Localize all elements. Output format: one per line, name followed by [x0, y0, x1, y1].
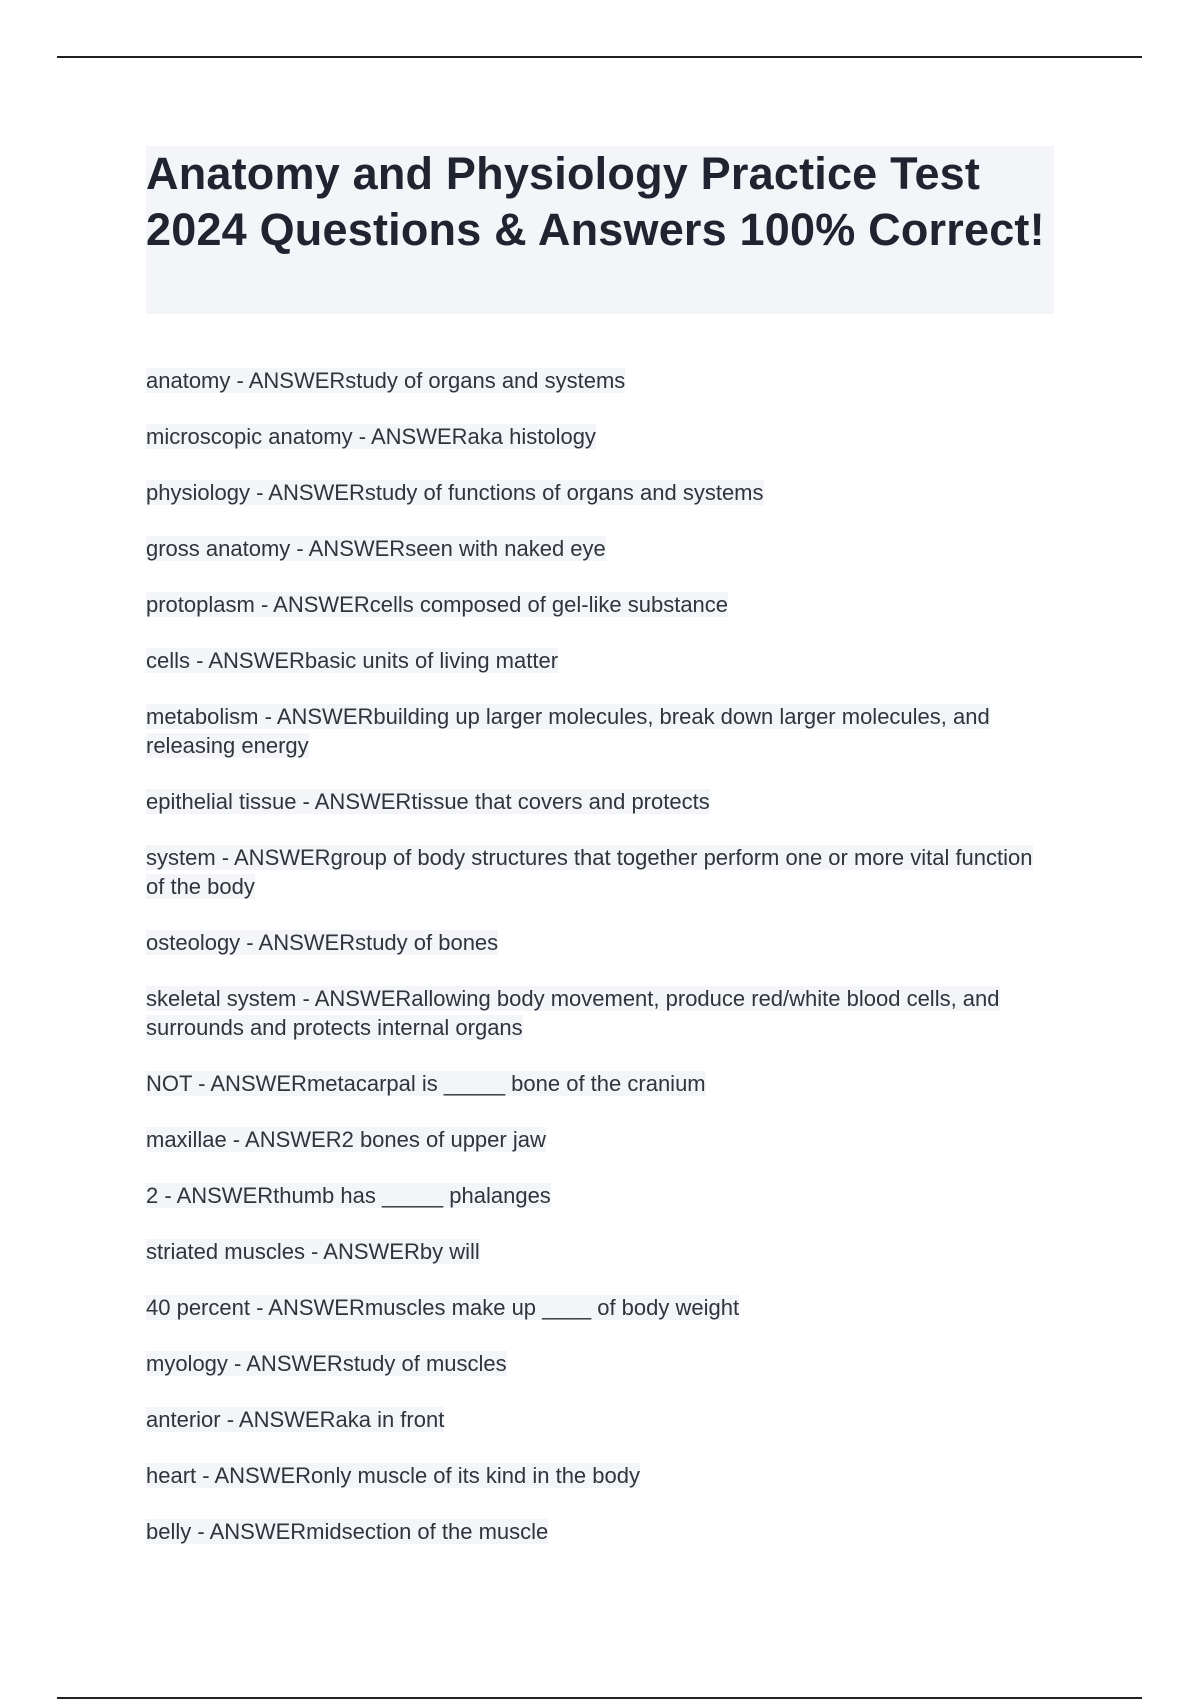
list-item: [146, 984, 1046, 1042]
list-item: [146, 534, 1046, 563]
qa-text: NOT - ANSWERmetacarpal is _____ bone of the cranium: [146, 1071, 706, 1096]
qa-text: 2 - ANSWERthumb has _____ phalanges: [146, 1183, 551, 1208]
list-item: [146, 1405, 1046, 1434]
qa-text: osteology - ANSWERstudy of bones: [146, 930, 499, 955]
list-item: [146, 1517, 1046, 1546]
page-title: Anatomy and Physiology Practice Test 2024 Questions & Answers 100% Correct!: [146, 148, 1045, 255]
qa-text: physiology - ANSWERstudy of functions of organs and systems: [146, 480, 764, 505]
list-item: [146, 1181, 1046, 1210]
bottom-divider: [57, 1697, 1142, 1699]
qa-text: skeletal system - ANSWERallowing body movement, produce red/white blood cells, and surrounds and protects internal organs: [146, 986, 1000, 1040]
qa-text: system - ANSWERgroup of body structures that together perform one or more vital function of the body: [146, 845, 1033, 899]
list-item: [146, 1125, 1046, 1154]
list-item: [146, 1293, 1046, 1322]
qa-text: striated muscles - ANSWERby will: [146, 1239, 480, 1264]
list-item: [146, 1349, 1046, 1378]
qa-text: epithelial tissue - ANSWERtissue that covers and protects: [146, 789, 710, 814]
qa-text: metabolism - ANSWERbuilding up larger molecules, break down larger molecules, and releasing energy: [146, 704, 990, 758]
list-item: [146, 422, 1046, 451]
list-item: [146, 366, 1046, 395]
list-item: [146, 1461, 1046, 1490]
list-item: [146, 478, 1046, 507]
list-item: [146, 590, 1046, 619]
qa-list: [146, 366, 1046, 1573]
list-item: [146, 843, 1046, 901]
qa-text: anatomy - ANSWERstudy of organs and systems: [146, 368, 626, 393]
list-item: [146, 1237, 1046, 1266]
list-item: [146, 787, 1046, 816]
top-divider: [57, 56, 1142, 58]
qa-text: heart - ANSWERonly muscle of its kind in the body: [146, 1463, 640, 1488]
qa-text: 40 percent - ANSWERmuscles make up ____ of body weight: [146, 1295, 740, 1320]
qa-text: maxillae - ANSWER2 bones of upper jaw: [146, 1127, 546, 1152]
list-item: [146, 646, 1046, 675]
list-item: [146, 702, 1046, 760]
qa-text: cells - ANSWERbasic units of living matter: [146, 648, 559, 673]
qa-text: belly - ANSWERmidsection of the muscle: [146, 1519, 549, 1544]
qa-text: protoplasm - ANSWERcells composed of gel-like substance: [146, 592, 729, 617]
qa-text: gross anatomy - ANSWERseen with naked eye: [146, 536, 606, 561]
qa-text: microscopic anatomy - ANSWERaka histology: [146, 424, 596, 449]
qa-text: anterior - ANSWERaka in front: [146, 1407, 445, 1432]
qa-text: myology - ANSWERstudy of muscles: [146, 1351, 507, 1376]
title-block: [146, 146, 1054, 314]
list-item: [146, 1069, 1046, 1098]
list-item: [146, 928, 1046, 957]
